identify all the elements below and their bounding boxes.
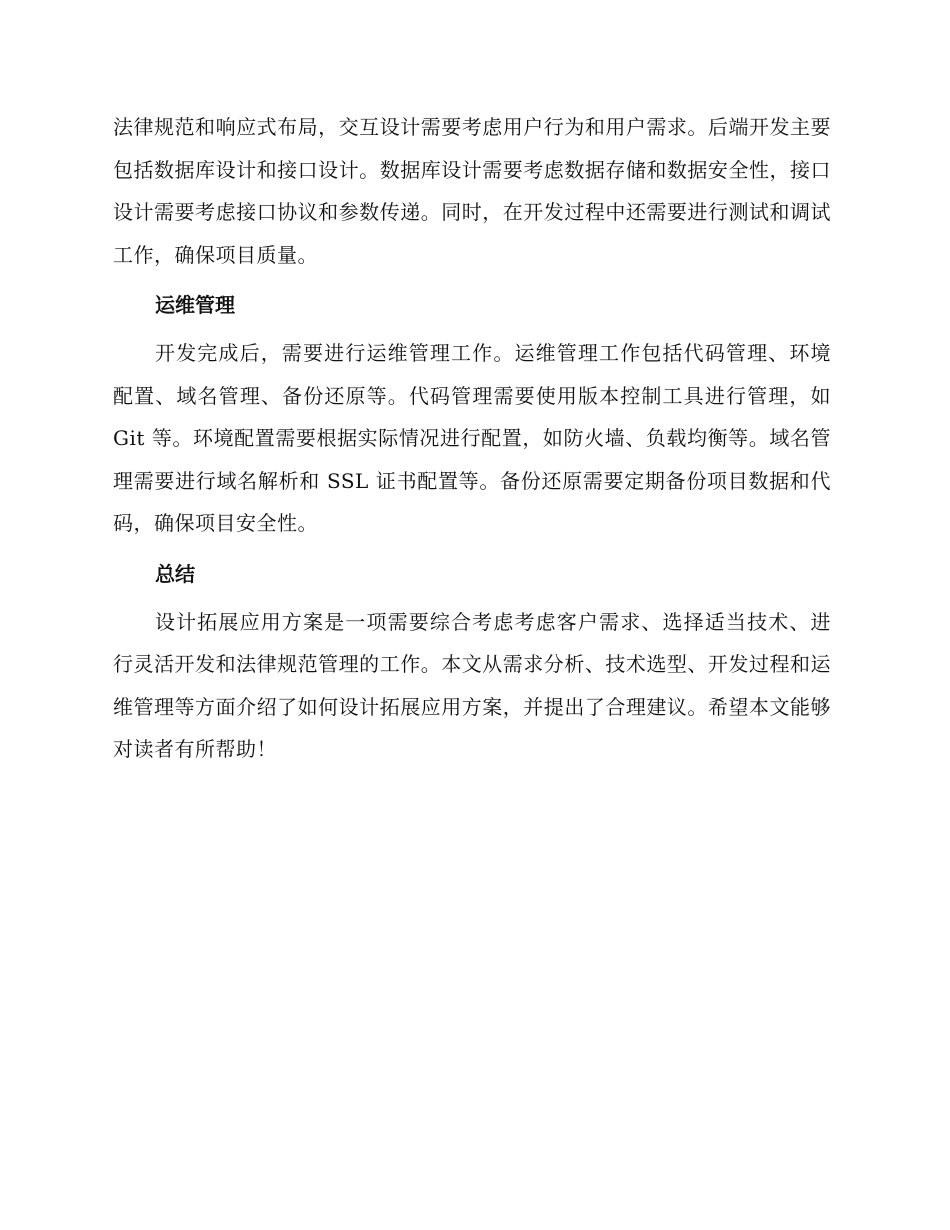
section-heading-ops: 运维管理 [155,293,235,317]
section-paragraph-summary: 设计拓展应用方案是一项需要综合考虑考虑客户需求、选择适当技术、进行灵活开发和法律规范管理的工作。本文从需求分析、技术选型、开发过程和运维管理等方面介绍了如何设计拓展应用方案，并提出了合理建议。希望本文能够对读者有所帮助！ [113,609,831,761]
section-heading-summary: 总结 [155,561,195,586]
document-body [113,106,831,771]
continuation-paragraph: 法律规范和响应式布局，交互设计需要考虑用户行为和用户需求。后端开发主要包括数据库设计和接口设计。数据库设计需要考虑数据存储和数据安全性，接口设计需要考虑接口协议和参数传递。同时，在开发过程中还需要进行测试和调试工作，确保项目质量。 [113,115,831,267]
section-paragraph-ops: 开发完成后，需要进行运维管理工作。运维管理工作包括代码管理、环境配置、域名管理、备份还原等。代码管理需要使用版本控制工具进行管理，如 Git 等。环境配置需要根据实际情况进行配置，如防火墙、负载均衡等。域名管理需要进行域名解析和 SSL 证书配置等。备份还原需要定期备份项目数据和代码，确保项目安全性。 [113,341,831,535]
